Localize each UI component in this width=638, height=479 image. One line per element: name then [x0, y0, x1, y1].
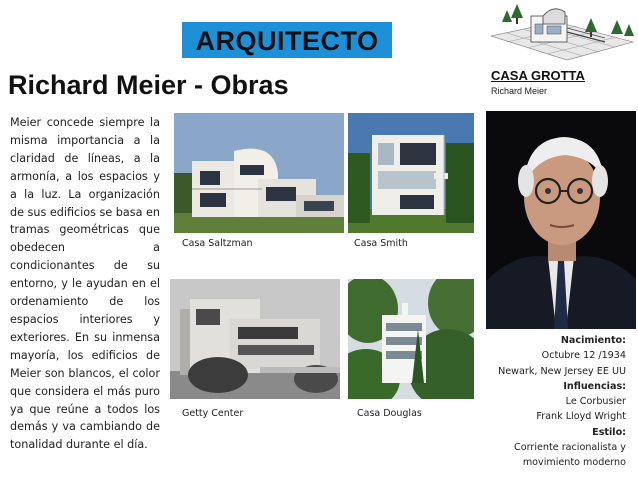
casa-grotta-logo [487, 2, 635, 66]
caption-casa-douglas: Casa Douglas [357, 408, 422, 419]
influences-label: Influencias: [563, 380, 626, 392]
birth-place: Newark, New Jersey EE UU [498, 365, 626, 377]
influence-item: Frank Lloyd Wright [536, 411, 626, 423]
logo-subtitle: Richard Meier [491, 86, 548, 96]
birth-label: Nacimiento: [560, 335, 626, 346]
style-line: Corriente racionalista y [514, 442, 626, 454]
header-banner [182, 22, 392, 58]
portrait-richard-meier [486, 111, 636, 329]
caption-casa-saltzman: Casa Saltzman [182, 238, 253, 249]
caption-casa-smith: Casa Smith [354, 238, 408, 249]
photo-getty-center [170, 279, 340, 399]
page-title: Richard Meier - Obras [8, 70, 289, 100]
influence-item: Le Corbusier [565, 396, 626, 408]
description-paragraph: Meier concede siempre la misma importancia a la claridad de líneas, a la armonía, a los espacios y a la luz. La organización de sus edificios se basa en tramas geométricas que obedecen a condicionantes de su entorno, y le ayudan en el ordenamiento de los espacios interiores y exteriores. En su inmensa mayoría, los edificios de Meier son blancos, el color que considera el más puro ya que reúne a todos los demás y va cambiando de tonalidad durante el día. [10, 116, 160, 452]
caption-getty-center: Getty Center [182, 408, 244, 419]
photo-casa-smith [348, 113, 474, 233]
banner-title: ARQUITECTO [195, 26, 379, 56]
style-label: Estilo: [592, 426, 626, 438]
photo-casa-saltzman [174, 113, 344, 233]
birth-date: Octubre 12 /1934 [541, 350, 626, 362]
logo-title: CASA GROTTA [491, 68, 585, 83]
biography-block [456, 333, 626, 471]
style-line: movimiento moderno [522, 457, 626, 469]
